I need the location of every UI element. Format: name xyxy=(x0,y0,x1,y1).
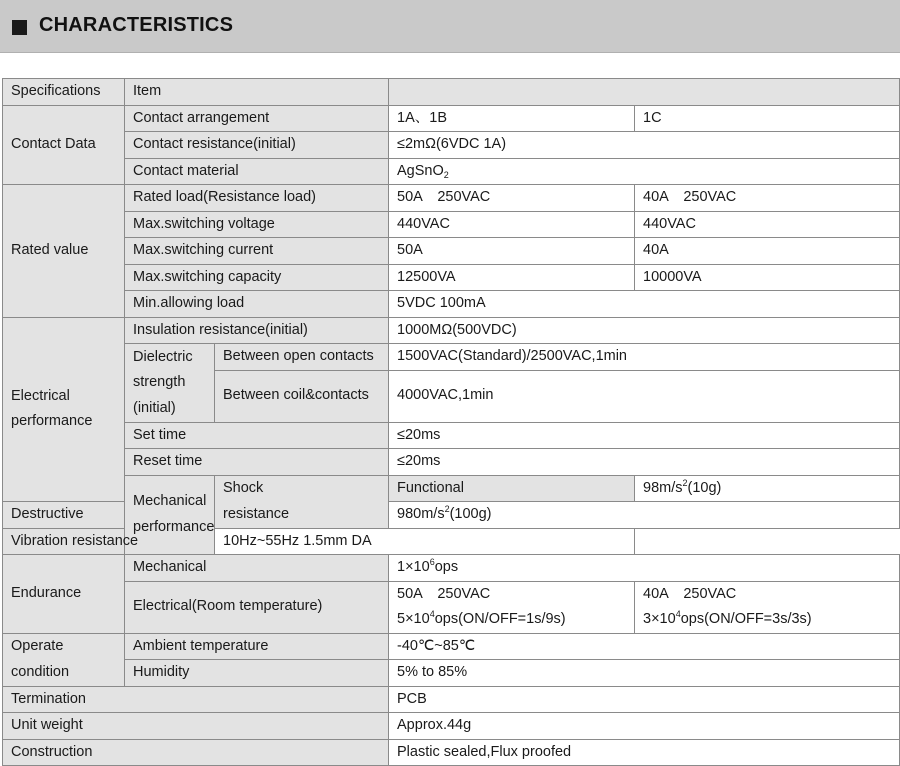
table-row xyxy=(3,713,900,740)
section-header xyxy=(0,0,900,53)
table-row xyxy=(3,211,900,238)
value-cell: 50A xyxy=(389,238,635,265)
value-cell xyxy=(635,581,900,633)
item-label-line: Shock xyxy=(223,480,264,496)
value-cell: 1C xyxy=(635,105,900,132)
table-row xyxy=(3,475,900,502)
superscript: 4 xyxy=(429,609,435,619)
value-cell: 440VAC xyxy=(635,211,900,238)
table-row xyxy=(3,238,900,265)
value-cell: ≤20ms xyxy=(389,422,900,449)
value-text: ops xyxy=(434,559,459,575)
value-cell: 1500VAC(Standard)/2500VAC,1min xyxy=(389,344,900,371)
superscript: 2 xyxy=(444,504,450,514)
value-text: (10g) xyxy=(687,479,722,496)
table-row xyxy=(3,660,900,687)
item-label: Max.switching voltage xyxy=(125,211,389,238)
sub-item-label: Between open contacts xyxy=(215,344,389,371)
section-title: CHARACTERISTICS xyxy=(39,14,234,36)
section-termination: Termination xyxy=(3,686,389,713)
section-label-line: Electrical xyxy=(11,387,70,404)
value-cell xyxy=(389,555,900,582)
value-cell: ≤20ms xyxy=(389,449,900,476)
item-dielectric-strength xyxy=(125,344,215,423)
item-label: Min.allowing load xyxy=(125,291,389,318)
item-label-line: resistance xyxy=(223,505,290,522)
value-cell xyxy=(389,581,635,633)
section-operate-condition xyxy=(3,633,125,686)
section-label-line: performance xyxy=(133,518,215,535)
table-row xyxy=(3,317,900,344)
superscript: 6 xyxy=(429,557,435,567)
sub-item-label: Functional xyxy=(389,475,635,502)
table-row xyxy=(3,291,900,318)
value-cell: 50A 250VAC xyxy=(389,185,635,212)
value-cell: 10000VA xyxy=(635,264,900,291)
item-label: Contact material xyxy=(125,158,389,185)
table-row xyxy=(3,344,900,371)
section-unit-weight: Unit weight xyxy=(3,713,389,740)
item-label: Max.switching capacity xyxy=(125,264,389,291)
section-endurance: Endurance xyxy=(3,555,125,634)
value-cell xyxy=(635,475,900,502)
table-row xyxy=(3,581,900,633)
value-cell: Approx.44g xyxy=(389,713,900,740)
item-label: Electrical(Room temperature) xyxy=(125,581,389,633)
square-bullet-icon xyxy=(12,20,27,35)
value-text: ops(ON/OFF=1s/9s) xyxy=(434,611,566,627)
table-row xyxy=(3,185,900,212)
table-row xyxy=(3,264,900,291)
item-label: Insulation resistance(initial) xyxy=(125,317,389,344)
section-label-line: condition xyxy=(11,663,70,680)
value-cell: 5% to 85% xyxy=(389,660,900,687)
table-row xyxy=(3,633,900,660)
value-text: 5×10 xyxy=(397,611,430,627)
value-text: 980m/s xyxy=(397,506,445,522)
value-text: 40A 250VAC xyxy=(643,585,737,602)
subscript: 2 xyxy=(443,169,449,180)
value-cell: 12500VA xyxy=(389,264,635,291)
sub-item-label: Destructive xyxy=(3,502,125,529)
header-item: Item xyxy=(125,79,389,106)
section-electrical-performance xyxy=(3,317,125,502)
table-row xyxy=(3,158,900,185)
value-text: 98m/s xyxy=(643,479,683,496)
item-label: Mechanical xyxy=(125,555,389,582)
item-label: Contact arrangement xyxy=(125,105,389,132)
item-label: Set time xyxy=(125,422,389,449)
item-label: Max.switching current xyxy=(125,238,389,265)
table-row xyxy=(3,132,900,159)
table-row xyxy=(3,739,900,766)
value-cell: -40℃~85℃ xyxy=(389,633,900,660)
table-row xyxy=(3,449,900,476)
value-cell: 40A 250VAC xyxy=(635,185,900,212)
value-text: 1×10 xyxy=(397,559,430,575)
item-label-line: strength xyxy=(133,374,186,390)
value-cell: 1A、1B xyxy=(389,105,635,132)
item-shock-resistance xyxy=(215,475,389,528)
table-row xyxy=(3,555,900,582)
value-text: AgSnO xyxy=(397,162,444,179)
superscript: 4 xyxy=(675,609,681,619)
value-text: 3×10 xyxy=(643,611,676,627)
value-cell: ≤2mΩ(6VDC 1A) xyxy=(389,132,900,159)
value-cell: 4000VAC,1min xyxy=(389,370,900,422)
item-label: Rated load(Resistance load) xyxy=(125,185,389,212)
superscript: 2 xyxy=(682,477,688,488)
value-cell: 5VDC 100mA xyxy=(389,291,900,318)
header-specifications: Specifications xyxy=(3,79,125,106)
table-row xyxy=(3,422,900,449)
item-label: Humidity xyxy=(125,660,389,687)
value-cell: 440VAC xyxy=(389,211,635,238)
value-cell xyxy=(389,158,900,185)
value-cell: PCB xyxy=(389,686,900,713)
item-label: Vibration resistance xyxy=(3,528,215,555)
header-value-blank xyxy=(389,79,900,106)
value-text: 50A 250VAC xyxy=(397,585,491,602)
table-row xyxy=(3,686,900,713)
value-cell xyxy=(389,502,900,529)
table-row xyxy=(3,105,900,132)
section-rated-value: Rated value xyxy=(3,185,125,318)
section-label-line: Operate xyxy=(11,638,64,654)
value-cell: 40A xyxy=(635,238,900,265)
section-contact-data: Contact Data xyxy=(3,105,125,185)
section-label-line: performance xyxy=(11,413,93,430)
sub-item-label: Between coil&contacts xyxy=(215,370,389,422)
value-text: (100g) xyxy=(449,506,492,522)
value-cell: 10Hz~55Hz 1.5mm DA xyxy=(215,528,635,555)
characteristics-table xyxy=(2,78,900,766)
value-text: ops(ON/OFF=3s/3s) xyxy=(680,611,812,627)
value-cell: Plastic sealed,Flux proofed xyxy=(389,739,900,766)
table-header-row xyxy=(3,79,900,106)
section-label-line: Mechanical xyxy=(133,493,207,510)
table-row xyxy=(3,528,900,555)
item-label-line: (initial) xyxy=(133,399,176,416)
item-label: Reset time xyxy=(125,449,389,476)
value-cell: 1000MΩ(500VDC) xyxy=(389,317,900,344)
item-label: Contact resistance(initial) xyxy=(125,132,389,159)
section-construction: Construction xyxy=(3,739,389,766)
item-label-line: Dielectric xyxy=(133,348,193,365)
item-label: Ambient temperature xyxy=(125,633,389,660)
